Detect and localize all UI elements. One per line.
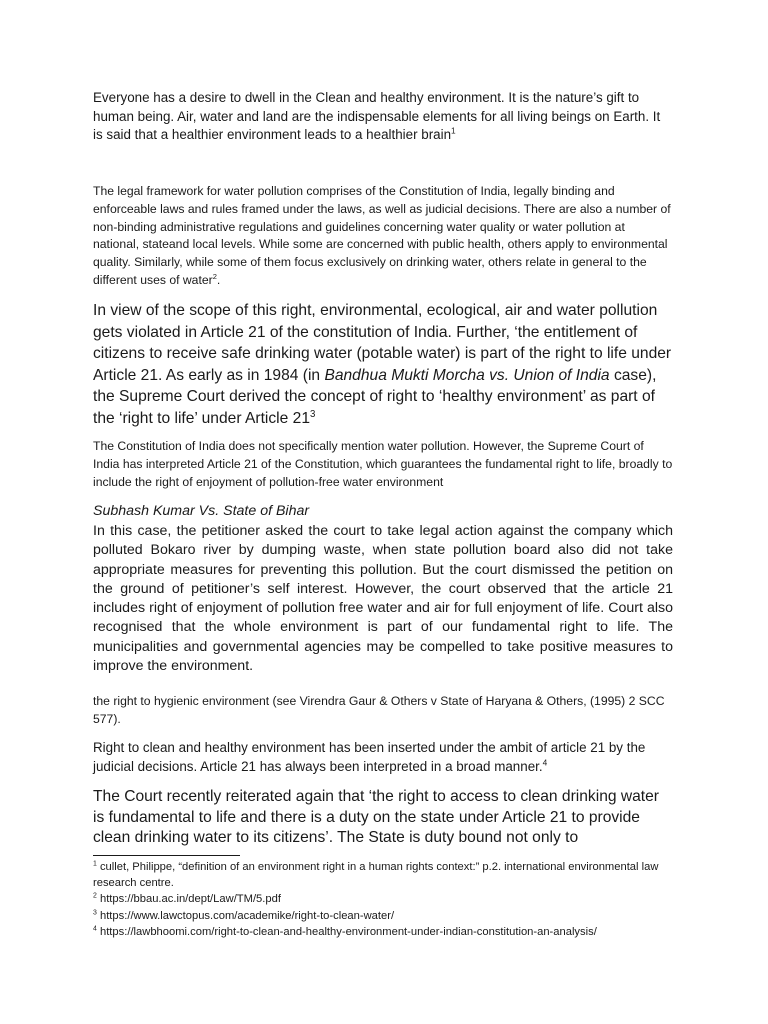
footnote-separator <box>93 855 240 856</box>
footnote-number: 3 <box>93 908 97 916</box>
scope-paragraph <box>93 300 673 430</box>
scope-text-part1: In view of the scope of this right, environmental, ecological, air and water pollution gets violated in Article 21 of the constitution of India. Further, ‘the entitlement of citizens to receive safe drinking water (potable water) is part of the right to life under Article 21. As early as in 1984 (in <box>93 302 672 384</box>
constitution-paragraph: The Constitution of India does not specifically mention water pollution. However, the Supreme Court of India has interpreted Article 21 of the Constitution, which guarantees the fundamental right to life, broadly to include the right of enjoyment of pollution-free water environment <box>93 439 673 489</box>
legal-framework-text: The legal framework for water pollution comprises of the Constitution of India, legally binding and enforceable laws and rules framed under the laws, as well as judicial decisions. There are also a number of non-binding administrative regulations and guidelines concerning water quality or water pollution at national, stateand local levels. While some are concerned with public health, others apply to environmental quality. Similarly, while some of them focus exclusively on drinking water, others relate in general to the different uses of water <box>93 184 671 287</box>
footnote-3 <box>93 908 693 924</box>
footnote-link[interactable]: https://bbau.ac.in/dept/Law/TM/5.pdf <box>96 893 281 906</box>
footnote-text: cullet, Philippe, “definition of an environment right in a human rights context:” p.2. international environmental law research centre. <box>93 861 659 890</box>
intro-paragraph <box>93 89 673 145</box>
case-heading: Subhash Kumar Vs. State of Bihar <box>93 503 310 519</box>
case-citation-bandhua: Bandhua Mukti Morcha vs. Union of India <box>324 366 610 384</box>
footnote-ref-3[interactable]: 3 <box>310 408 316 420</box>
footnote-ref-1[interactable]: 1 <box>451 125 456 136</box>
footnote-4 <box>93 924 693 940</box>
footnote-2 <box>93 891 693 907</box>
footnote-1 <box>93 859 693 891</box>
footnote-ref-4[interactable]: 4 <box>542 757 548 768</box>
footnote-number: 4 <box>93 925 97 933</box>
intro-text: Everyone has a desire to dwell in the Clean and healthy environment. It is the nature’s gift to human being. Air, water and land are the indispensable elements for all living beings on Earth. It is said that a healthier environment leads to a healthier brain <box>93 90 661 142</box>
footnote-ref-2[interactable]: 2 <box>212 271 217 281</box>
legal-framework-tail: . <box>216 272 221 287</box>
footnotes-section <box>93 859 693 940</box>
footnote-link[interactable]: https://lawbhoomi.com/right-to-clean-and-healthy-environment-under-indian-constitution-an-analysis/ <box>96 925 597 938</box>
legal-framework-paragraph <box>93 183 673 290</box>
scope-text-part2: case), the Supreme Court derived the concept of right to ‘healthy environment’ as part of the ‘right to life’ under Article 21 <box>93 366 657 427</box>
case-summary-paragraph: In this case, the petitioner asked the court to take legal action against the company which polluted Bokaro river by dumping waste, when state pollution board also did not take appropriate measures for preventing this pollution. But the court dismissed the petition on the ground of petitioner’s self interest. However, the court observed that the article 21 includes right of enjoyment of pollution free water and air for full enjoyment of life. Court also recognised that the whole environment is part of our fundamental right to life. The municipalities and governmental agencies may be compelled to take positive measures to improve the environment. <box>93 523 673 675</box>
right-to-clean-environment-paragraph <box>93 738 673 776</box>
drinking-water-paragraph: The Court recently reiterated again that ‘the right to access to clean drinking water is fundamental to life and there is a duty on the state under Article 21 to provide clean drinking water to its citizens’. The State is duty bound not only to <box>93 788 660 846</box>
footnote-number: 2 <box>93 892 97 900</box>
right-clean-text: Right to clean and healthy environment has been inserted under the ambit of article 21 by the judicial decisions. Article 21 has always been interpreted in a broad manner. <box>93 740 646 774</box>
footnote-link[interactable]: https://www.lawctopus.com/academike/right-to-clean-water/ <box>96 909 395 922</box>
footnote-number: 1 <box>93 860 97 868</box>
hygienic-environment-paragraph: the right to hygienic environment (see Virendra Gaur & Others v State of Haryana & Others, (1995) 2 SCC 577). <box>93 694 665 726</box>
